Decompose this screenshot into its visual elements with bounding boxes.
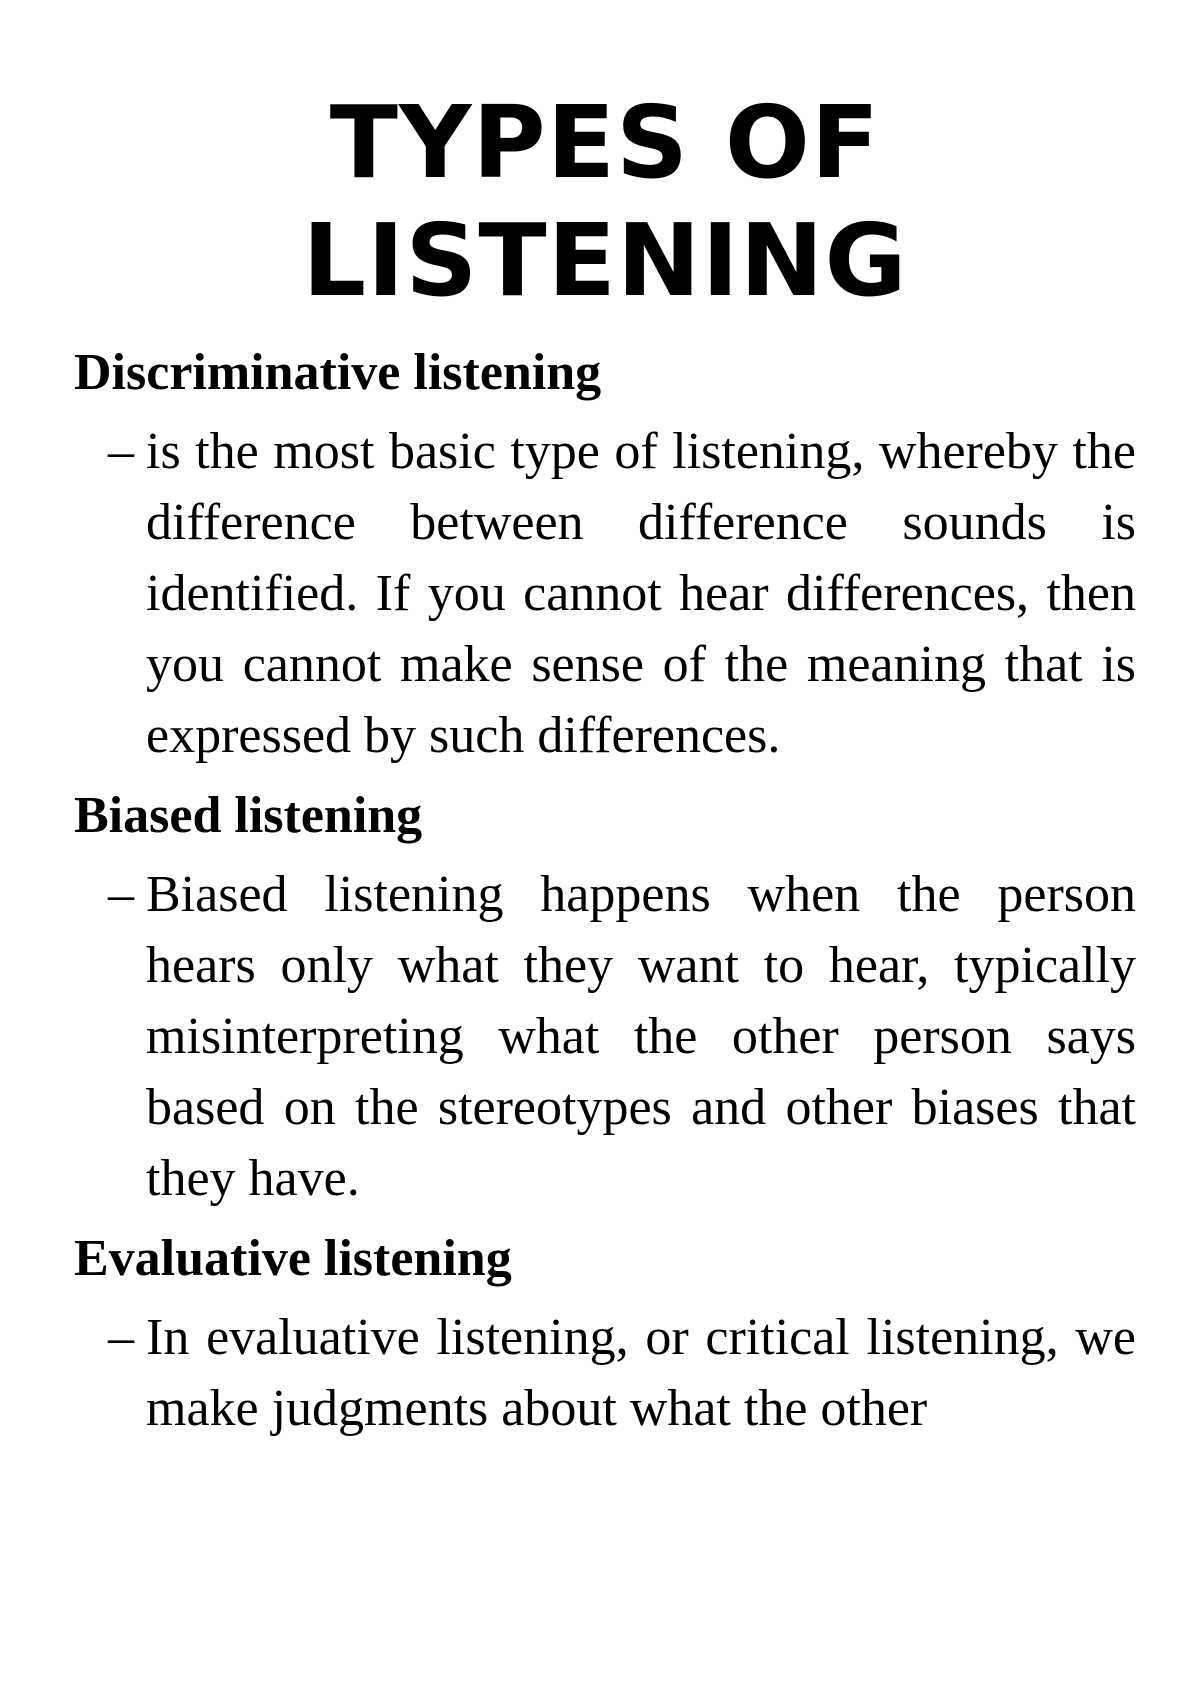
page-title <box>74 84 1136 320</box>
bullet-item <box>74 416 1136 771</box>
bullet-text: In evaluative listening, or critical listening, we make judgments about what the other <box>146 1309 1136 1437</box>
dash-bullet-icon: – <box>108 866 134 923</box>
section-biased-listening <box>74 785 1136 1214</box>
title-line-1: TYPES OF <box>329 84 881 201</box>
dash-bullet-icon: – <box>108 1309 134 1366</box>
section-heading: Biased listening <box>74 787 423 844</box>
title-line-2: LISTENING <box>302 202 908 319</box>
dash-bullet-icon: – <box>108 423 134 480</box>
section-heading: Discriminative listening <box>74 344 602 401</box>
section-discriminative-listening <box>74 342 1136 771</box>
bullet-text: Biased listening happens when the person hears only what they want to hear, typically misinterpreting what the other person says based on the stereotypes and other biases that they have. <box>146 866 1136 1207</box>
bullet-text: is the most basic type of listening, whereby the difference between difference sounds is identified. If you cannot hear differences, then you cannot make sense of the meaning that is expressed by such differences. <box>146 423 1136 764</box>
bullet-item <box>74 1302 1136 1444</box>
section-evaluative-listening <box>74 1228 1136 1444</box>
bullet-item <box>74 859 1136 1214</box>
section-heading: Evaluative listening <box>74 1230 512 1287</box>
